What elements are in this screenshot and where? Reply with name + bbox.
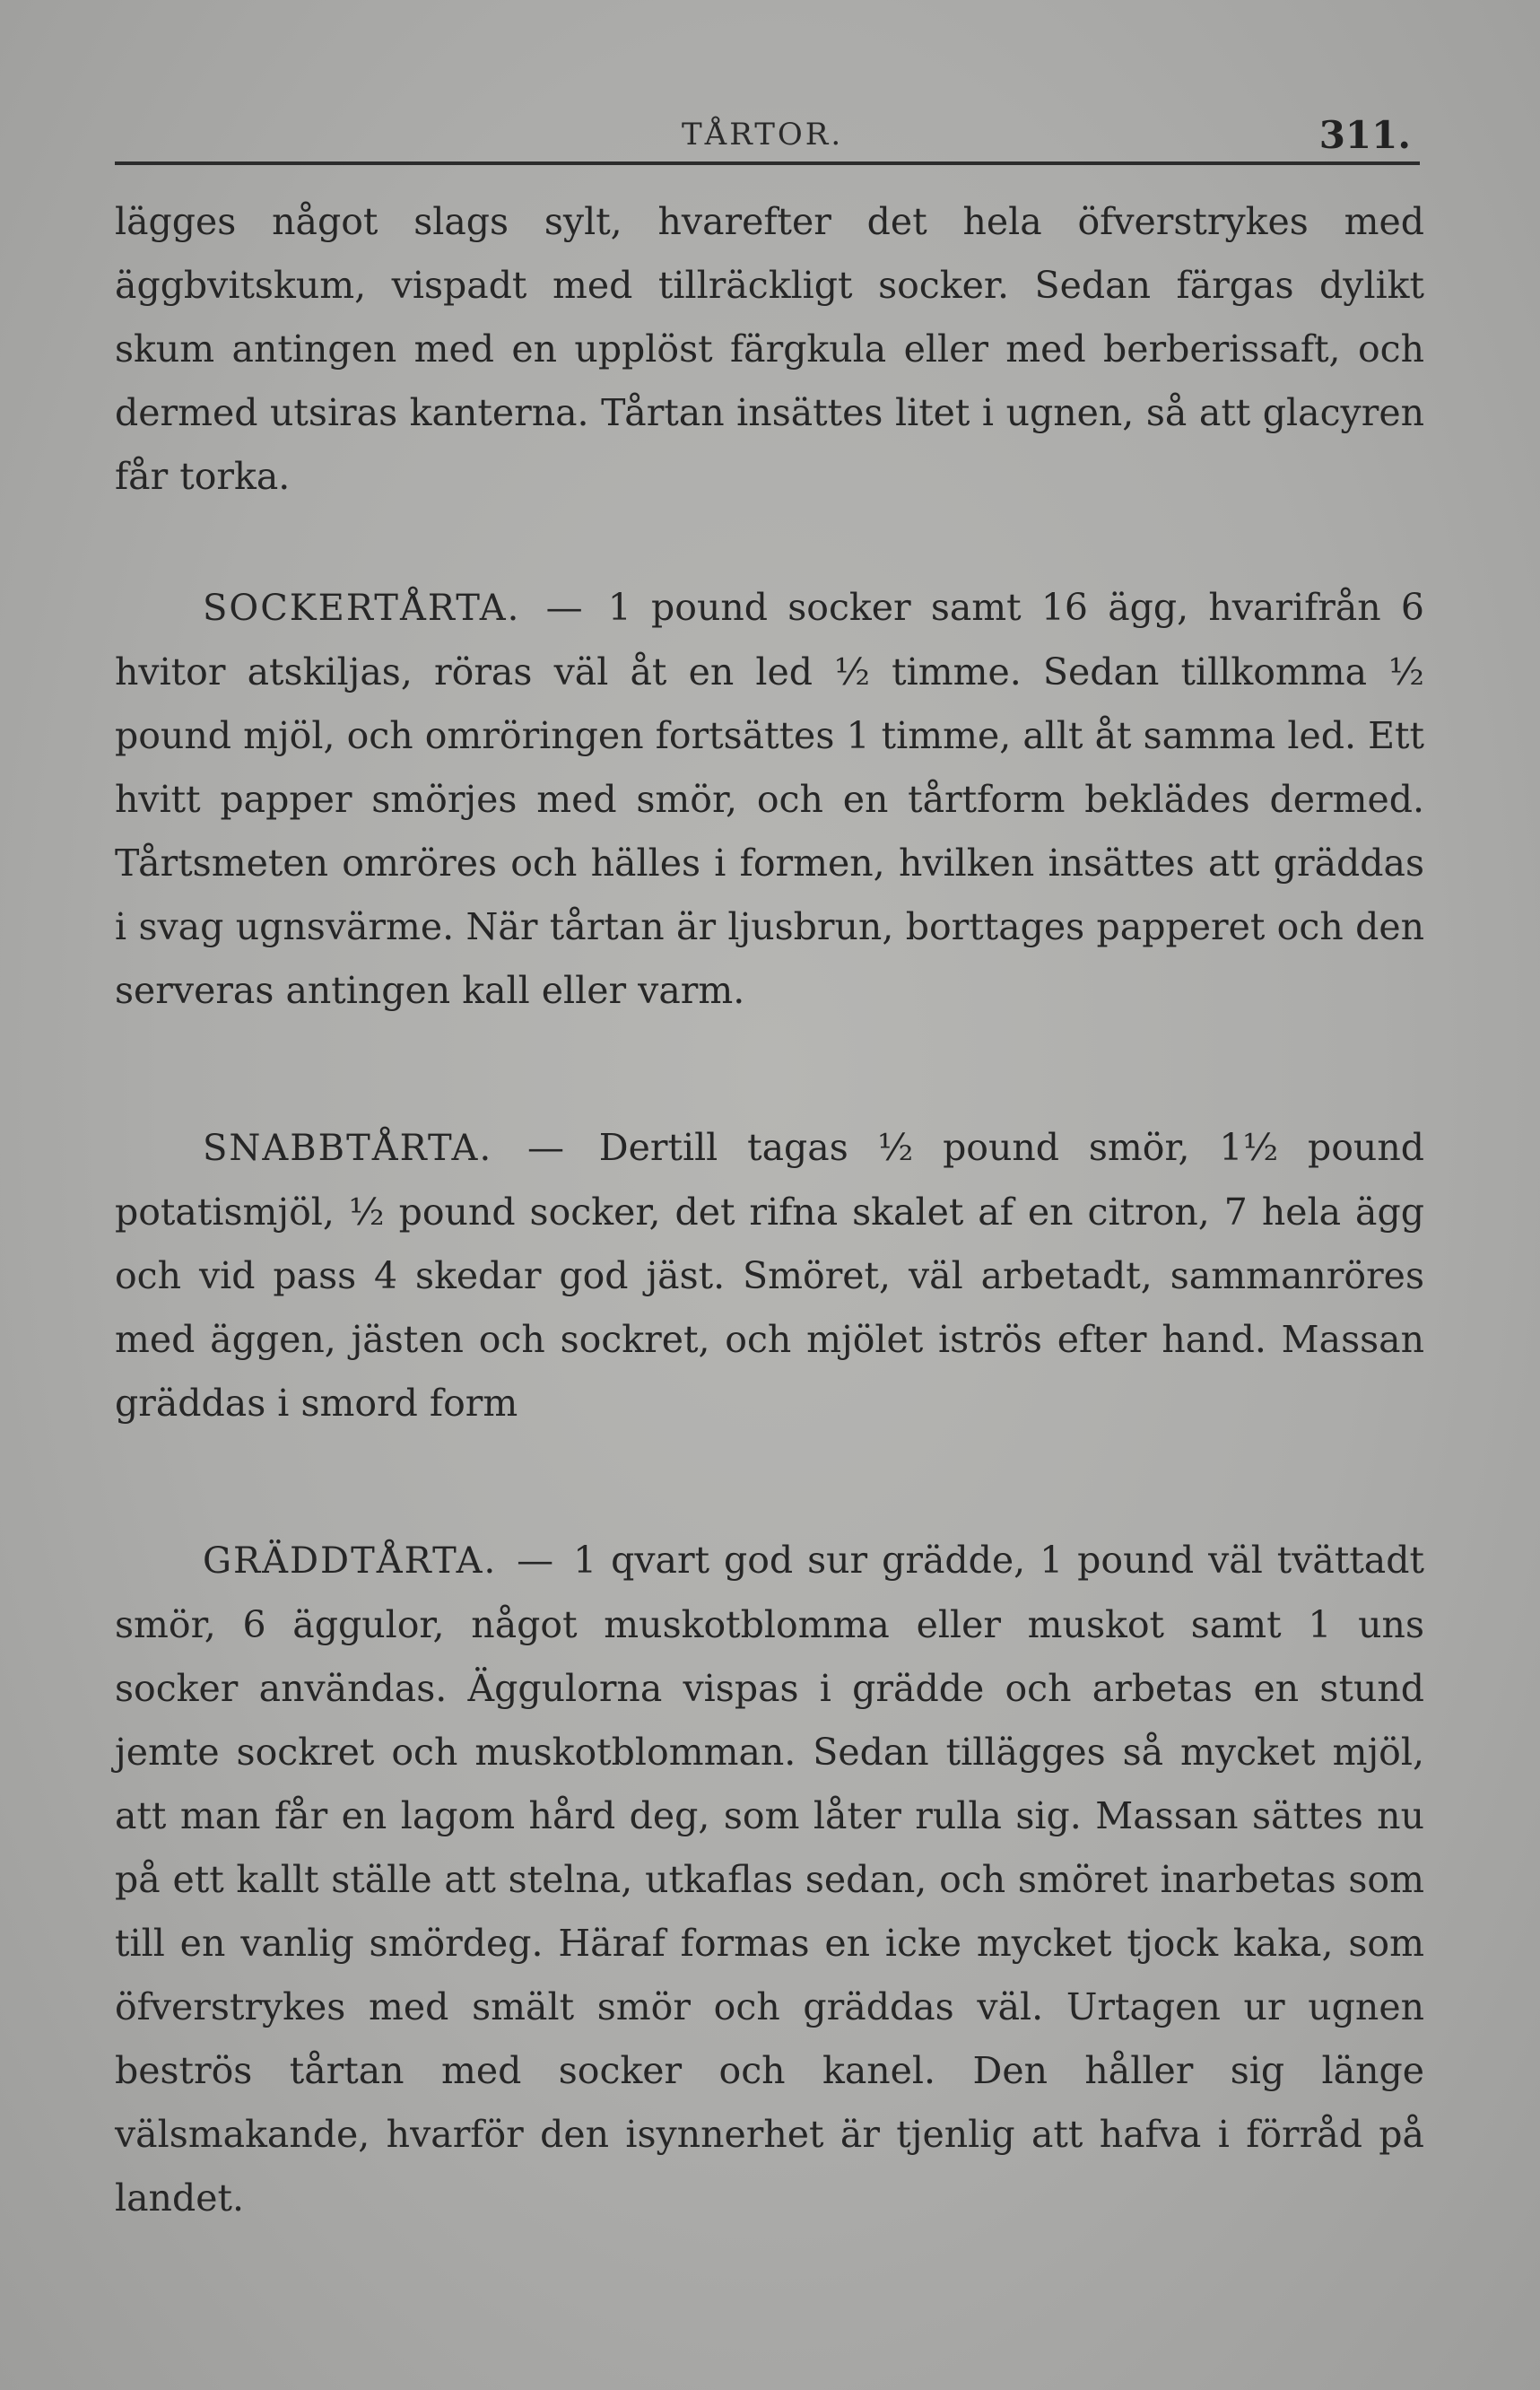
recipe-title: SOCKERTÅRTA. bbox=[203, 588, 521, 629]
recipe-sockertarta bbox=[115, 576, 1424, 1023]
recipe-title: GRÄDDTÅRTA. bbox=[203, 1540, 498, 1582]
running-title: TÅRTOR. bbox=[682, 117, 844, 153]
recipe-text: 1 qvart god sur grädde, 1 pound väl tvättadt smör, 6 äggulor, något muskotblomma eller muskot samt 1 uns socker användas. Äggulorna vispas i grädde och arbetas en stund jemte sockret och muskotblomman. Sedan tillägges så mycket mjöl, att man får en lagom hård deg, som låter rulla sig. Massan sättes nu på ett kallt ställe att stelna, utkaflas sedan, och smöret inarbetas som till en vanlig smördeg. Häraf formas en icke mycket tjock kaka, som öfverstrykes med smält smör och gräddas väl. Urtagen ur ugnen beströs tårtan med socker och kanel. Den håller sig länge välsmakande, hvarför den isynnerhet är tjenlig att hafva i förråd på landet. bbox=[115, 1539, 1424, 2220]
recipe-dash: — bbox=[526, 1126, 564, 1169]
recipe-dash: — bbox=[517, 1539, 554, 1582]
page-header bbox=[115, 108, 1420, 165]
recipe-graddtarta bbox=[115, 1529, 1424, 2230]
recipe-snabbtarta bbox=[115, 1116, 1424, 1435]
recipe-dash: — bbox=[545, 586, 583, 629]
page-number: 311. bbox=[1318, 113, 1411, 157]
recipe-text: Dertill tagas ½ pound smör, 1½ pound potatismjöl, ½ pound socker, det rifna skalet af en citron, 7 hela ägg och vid pass 4 skedar god jäst. Smöret, väl arbetadt, sammanröres med äggen, jästen och sockret, och mjölet iströs efter hand. Massan gräddas i smord form bbox=[115, 1126, 1424, 1425]
recipe-title: SNABBTÅRTA. bbox=[203, 1128, 493, 1169]
continuation-paragraph: lägges något slags sylt, hvarefter det hela öfverstrykes med äggbvitskum, vispadt med tillräckligt socker. Sedan färgas dylikt skum antingen med en upplöst färgkula eller med berberissaft, och dermed utsiras kanterna. Tårtan insättes litet i ugnen, så att glacyren får torka. bbox=[115, 200, 1424, 498]
page-body bbox=[115, 190, 1424, 2230]
recipe-text: 1 pound socker samt 16 ägg, hvarifrån 6 hvitor atskiljas, röras väl åt en led ½ timme. Sedan tillkomma ½ pound mjöl, och omröringen fortsättes 1 timme, allt åt samma led. Ett hvitt papper smörjes med smör, och en tårtform beklädes dermed. Tårtsmeten omröres och hälles i formen, hvilken insättes att gräddas i svag ugnsvärme. När tårtan är ljusbrun, borttages papperet och den serveras antingen kall eller varm. bbox=[115, 586, 1424, 1012]
